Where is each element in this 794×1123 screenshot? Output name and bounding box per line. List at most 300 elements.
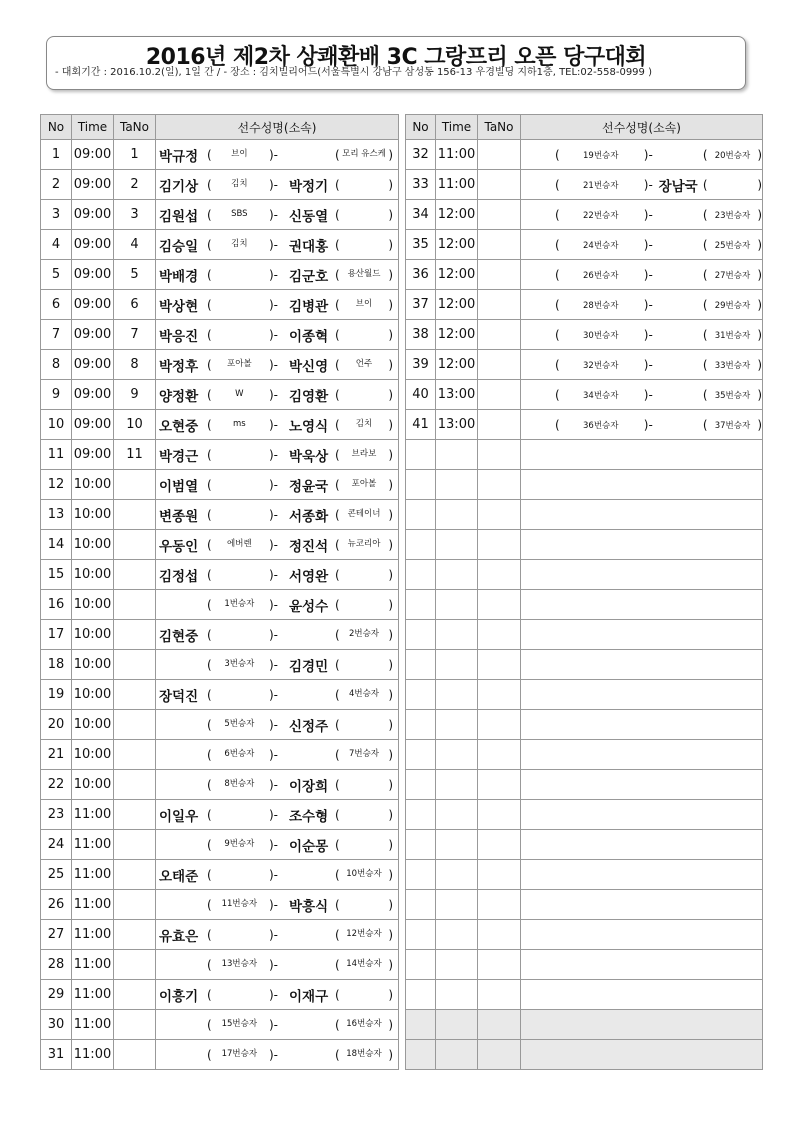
- affiliation: 19번승자: [583, 150, 619, 161]
- player-2-affiliation: [703, 178, 762, 192]
- player-2-name: 이장희: [289, 778, 329, 795]
- versus-separator: )-: [643, 327, 653, 342]
- table-no: [114, 830, 156, 860]
- player-1-affiliation: [207, 388, 267, 402]
- table-row: [41, 800, 399, 830]
- match-line: [156, 980, 398, 1009]
- versus-separator: )-: [269, 447, 279, 462]
- match-time: 13:00: [436, 410, 478, 440]
- empty-cell: [521, 590, 763, 620]
- table-no: [114, 590, 156, 620]
- player-1-name: 이흥기: [159, 988, 199, 1005]
- versus-separator: )-: [269, 507, 279, 522]
- empty-cell: [521, 950, 763, 980]
- open-paren: (: [555, 177, 560, 192]
- affiliation: 뉴코리아: [347, 539, 381, 549]
- table-row: [406, 350, 763, 380]
- table-row: [41, 1040, 399, 1070]
- empty-cell: [436, 710, 478, 740]
- col-header-players: 선수성명(소속): [156, 115, 399, 140]
- open-paren: (: [335, 627, 340, 642]
- affiliation: 37번승자: [714, 420, 751, 431]
- empty-cell: [521, 440, 763, 470]
- empty-cell: [436, 890, 478, 920]
- empty-cell: [521, 770, 763, 800]
- match-line: [156, 680, 398, 709]
- player-2-name: 신정주: [289, 718, 329, 735]
- match-no: 11: [41, 440, 72, 470]
- empty-cell: [521, 1040, 763, 1070]
- player-2-name: 장남국: [658, 178, 698, 195]
- player-2-affiliation: [335, 388, 393, 402]
- match-players: [521, 290, 763, 320]
- match-line: [521, 260, 762, 289]
- empty-cell: [406, 500, 436, 530]
- match-line: [156, 800, 398, 829]
- table-no: [478, 230, 521, 260]
- affiliation: 13번승자: [221, 959, 258, 969]
- table-row: [41, 770, 399, 800]
- match-players: [156, 980, 399, 1010]
- match-no: 32: [406, 140, 436, 170]
- table-no: [114, 800, 156, 830]
- empty-cell: [521, 530, 763, 560]
- affiliation: 22번승자: [583, 210, 619, 221]
- match-players: [156, 1040, 399, 1070]
- match-no: 36: [406, 260, 436, 290]
- affiliation: 9번승자: [224, 839, 255, 849]
- close-paren: ): [388, 657, 393, 672]
- match-line: [156, 770, 398, 799]
- match-time: 10:00: [72, 530, 114, 560]
- empty-cell: [436, 920, 478, 950]
- table-no: [114, 710, 156, 740]
- match-time: 13:00: [436, 380, 478, 410]
- col-header-tano: TaNo: [114, 115, 156, 140]
- player-1-name: 김원섭: [159, 208, 199, 225]
- open-paren: (: [207, 597, 212, 612]
- player-2-affiliation: [335, 598, 393, 612]
- close-paren: ): [388, 387, 393, 402]
- empty-cell: [478, 920, 521, 950]
- affiliation: 3번승자: [224, 659, 255, 669]
- player-2-affiliation: [703, 418, 762, 432]
- player-1-affiliation: [207, 148, 267, 162]
- close-paren: ): [757, 357, 762, 372]
- player-2-affiliation: [703, 238, 762, 252]
- affiliation: 김치: [355, 419, 373, 429]
- match-players: [156, 470, 399, 500]
- empty-cell: [478, 1040, 521, 1070]
- table-row: [406, 140, 763, 170]
- open-paren: (: [207, 837, 212, 852]
- empty-cell: [406, 530, 436, 560]
- table-row: [41, 710, 399, 740]
- match-line: [156, 260, 398, 289]
- match-no: 12: [41, 470, 72, 500]
- versus-separator: )-: [269, 357, 279, 372]
- player-1-name: 오태준: [159, 868, 199, 885]
- affiliation: 4번승자: [348, 689, 380, 699]
- close-paren: ): [388, 177, 393, 192]
- match-players: [156, 590, 399, 620]
- open-paren: (: [335, 147, 340, 162]
- player-1-affiliation: [207, 448, 267, 462]
- close-paren: ): [388, 507, 393, 522]
- table-row: [406, 230, 763, 260]
- empty-row: [406, 950, 763, 980]
- affiliation: 17번승자: [221, 1049, 258, 1059]
- player-1-affiliation: [207, 868, 267, 882]
- versus-separator: )-: [643, 147, 653, 162]
- empty-cell: [521, 980, 763, 1010]
- player-2-name: 박신영: [289, 358, 329, 375]
- player-2-affiliation: [703, 208, 762, 222]
- affiliation: 2번승자: [348, 629, 380, 639]
- table-no: [114, 950, 156, 980]
- player-1-affiliation: [555, 208, 642, 222]
- open-paren: (: [207, 867, 212, 882]
- match-no: 38: [406, 320, 436, 350]
- close-paren: ): [757, 297, 762, 312]
- table-no: [114, 650, 156, 680]
- match-time: 12:00: [436, 260, 478, 290]
- match-line: [521, 200, 762, 229]
- match-time: 11:00: [72, 920, 114, 950]
- player-1-name: 박상현: [159, 298, 199, 315]
- affiliation: 32번승자: [583, 360, 619, 371]
- table-no: 10: [114, 410, 156, 440]
- affiliation: 30번승자: [583, 330, 619, 341]
- match-line: [521, 320, 762, 349]
- empty-cell: [436, 740, 478, 770]
- empty-cell: [478, 770, 521, 800]
- open-paren: (: [335, 687, 340, 702]
- empty-cell: [406, 830, 436, 860]
- affiliation: 36번승자: [583, 420, 619, 431]
- table-no: 5: [114, 260, 156, 290]
- match-time: 11:00: [72, 1010, 114, 1040]
- affiliation: W: [235, 389, 244, 399]
- empty-cell: [521, 500, 763, 530]
- player-2-name: 박흥식: [289, 898, 329, 915]
- versus-separator: )-: [269, 867, 279, 882]
- match-players: [156, 890, 399, 920]
- versus-separator: )-: [269, 207, 279, 222]
- affiliation: 35번승자: [714, 390, 751, 401]
- open-paren: (: [335, 1017, 340, 1032]
- close-paren: ): [757, 177, 762, 192]
- player-2-affiliation: [335, 898, 393, 912]
- table-no: 7: [114, 320, 156, 350]
- affiliation: 14번승자: [346, 959, 382, 969]
- match-line: [156, 1040, 398, 1069]
- match-time: 11:00: [436, 170, 478, 200]
- empty-cell: [406, 620, 436, 650]
- table-no: 9: [114, 380, 156, 410]
- affiliation: 15번승자: [221, 1019, 258, 1029]
- close-paren: ): [388, 597, 393, 612]
- empty-row: [406, 830, 763, 860]
- open-paren: (: [207, 207, 212, 222]
- match-line: [156, 830, 398, 859]
- open-paren: (: [702, 177, 708, 192]
- match-players: [156, 650, 399, 680]
- affiliation: 18번승자: [346, 1049, 382, 1059]
- match-no: 35: [406, 230, 436, 260]
- match-players: [521, 230, 763, 260]
- affiliation: 23번승자: [714, 210, 751, 221]
- open-paren: (: [555, 357, 560, 372]
- open-paren: (: [207, 657, 212, 672]
- affiliation: 12번승자: [346, 929, 382, 939]
- match-no: 10: [41, 410, 72, 440]
- player-2-affiliation: [335, 448, 393, 462]
- versus-separator: )-: [643, 387, 653, 402]
- match-time: 10:00: [72, 500, 114, 530]
- versus-separator: )-: [643, 237, 653, 252]
- player-2-affiliation: [335, 568, 393, 582]
- match-no: 6: [41, 290, 72, 320]
- table-no: 1: [114, 140, 156, 170]
- player-1-name: 박정후: [159, 358, 199, 375]
- match-no: 39: [406, 350, 436, 380]
- versus-separator: )-: [269, 147, 279, 162]
- match-no: 27: [41, 920, 72, 950]
- table-row: [41, 380, 399, 410]
- open-paren: (: [207, 417, 212, 432]
- versus-separator: )-: [269, 1047, 279, 1062]
- player-1-affiliation: [555, 238, 642, 252]
- empty-cell: [521, 860, 763, 890]
- match-time: 10:00: [72, 590, 114, 620]
- close-paren: ): [388, 987, 393, 1002]
- page-title: 2016년 제2차 상쾌환배 3C 그랑프리 오픈 당구대회: [145, 45, 647, 70]
- open-paren: (: [555, 267, 560, 282]
- close-paren: ): [388, 357, 393, 372]
- table-no: [114, 770, 156, 800]
- versus-separator: )-: [269, 597, 279, 612]
- close-paren: ): [388, 837, 393, 852]
- open-paren: (: [207, 147, 212, 162]
- player-1-name: 유효은: [159, 928, 199, 945]
- match-players: [521, 380, 763, 410]
- affiliation: 20번승자: [714, 150, 751, 161]
- match-line: [156, 290, 398, 319]
- match-time: 12:00: [436, 290, 478, 320]
- open-paren: (: [207, 507, 212, 522]
- affiliation: 27번승자: [714, 270, 751, 281]
- open-paren: (: [207, 567, 212, 582]
- empty-cell: [436, 470, 478, 500]
- affiliation: 5번승자: [224, 719, 255, 729]
- player-1-name: 변종원: [159, 508, 199, 525]
- table-row: [41, 170, 399, 200]
- table-no: [114, 1040, 156, 1070]
- open-paren: (: [207, 897, 212, 912]
- empty-row: [406, 1040, 763, 1070]
- player-2-affiliation: [335, 928, 393, 942]
- match-time: 12:00: [436, 350, 478, 380]
- open-paren: (: [335, 417, 340, 432]
- match-time: 09:00: [72, 260, 114, 290]
- close-paren: ): [757, 387, 762, 402]
- match-time: 10:00: [72, 560, 114, 590]
- match-no: 5: [41, 260, 72, 290]
- match-players: [156, 500, 399, 530]
- table-row: [41, 530, 399, 560]
- open-paren: (: [555, 237, 560, 252]
- empty-cell: [521, 920, 763, 950]
- match-time: 09:00: [72, 200, 114, 230]
- open-paren: (: [335, 207, 340, 222]
- table-no: [114, 920, 156, 950]
- open-paren: (: [335, 957, 340, 972]
- empty-cell: [406, 950, 436, 980]
- empty-cell: [406, 770, 436, 800]
- empty-cell: [436, 680, 478, 710]
- match-time: 10:00: [72, 680, 114, 710]
- close-paren: ): [388, 417, 393, 432]
- open-paren: (: [702, 207, 708, 222]
- table-no: [114, 680, 156, 710]
- affiliation: 24번승자: [583, 240, 619, 251]
- versus-separator: )-: [269, 657, 279, 672]
- match-no: 20: [41, 710, 72, 740]
- close-paren: ): [388, 447, 393, 462]
- open-paren: (: [335, 237, 340, 252]
- match-time: 10:00: [72, 650, 114, 680]
- table-row: [41, 680, 399, 710]
- open-paren: (: [207, 957, 212, 972]
- versus-separator: )-: [269, 687, 279, 702]
- match-no: 1: [41, 140, 72, 170]
- player-2-affiliation: [335, 148, 393, 162]
- match-no: 7: [41, 320, 72, 350]
- empty-cell: [478, 470, 521, 500]
- open-paren: (: [335, 807, 340, 822]
- event-info: - 대회기간 : 2016.10.2(일), 1일 간 / - 장소 : 김치빌리어드(서울특별시 강남구 삼성동 156-13 우경빌딩 지하1층, TEL:02-558-0999 ): [55, 67, 652, 78]
- match-line: [156, 170, 398, 199]
- match-players: [156, 710, 399, 740]
- player-1-affiliation: [555, 388, 642, 402]
- match-time: 12:00: [436, 230, 478, 260]
- table-row: [41, 410, 399, 440]
- close-paren: ): [388, 147, 393, 162]
- table-no: [114, 890, 156, 920]
- affiliation: SBS: [231, 209, 248, 219]
- versus-separator: )-: [269, 987, 279, 1002]
- empty-cell: [521, 650, 763, 680]
- versus-separator: )-: [643, 297, 653, 312]
- match-line: [521, 410, 762, 439]
- player-2-affiliation: [335, 988, 393, 1002]
- empty-cell: [406, 920, 436, 950]
- affiliation: 21번승자: [583, 180, 619, 191]
- schedule-table-left: [40, 114, 399, 1070]
- table-no: 4: [114, 230, 156, 260]
- player-1-affiliation: [207, 988, 267, 1002]
- player-2-affiliation: [335, 688, 393, 702]
- match-no: 4: [41, 230, 72, 260]
- close-paren: ): [757, 267, 762, 282]
- empty-cell: [478, 530, 521, 560]
- match-line: [156, 410, 398, 439]
- open-paren: (: [555, 147, 560, 162]
- close-paren: ): [388, 327, 393, 342]
- match-time: 09:00: [72, 350, 114, 380]
- open-paren: (: [207, 1047, 212, 1062]
- table-row: [406, 170, 763, 200]
- player-2-affiliation: [335, 328, 393, 342]
- col-header-tano: TaNo: [478, 115, 521, 140]
- player-1-affiliation: [207, 178, 267, 192]
- versus-separator: )-: [269, 177, 279, 192]
- empty-row: [406, 860, 763, 890]
- empty-cell: [436, 860, 478, 890]
- match-no: 19: [41, 680, 72, 710]
- player-2-affiliation: [335, 538, 393, 552]
- affiliation: 언주: [355, 359, 373, 369]
- player-1-affiliation: [207, 478, 267, 492]
- open-paren: (: [555, 417, 560, 432]
- player-1-affiliation: [555, 418, 642, 432]
- open-paren: (: [207, 357, 212, 372]
- player-1-name: 김현중: [159, 628, 199, 645]
- match-line: [156, 140, 398, 169]
- table-no: [478, 320, 521, 350]
- match-time: 09:00: [72, 290, 114, 320]
- affiliation: 용산월드: [347, 269, 381, 279]
- player-1-affiliation: [207, 358, 267, 372]
- player-2-affiliation: [335, 1018, 393, 1032]
- versus-separator: )-: [643, 267, 653, 282]
- match-line: [156, 530, 398, 559]
- player-1-affiliation: [207, 538, 267, 552]
- match-players: [156, 1010, 399, 1040]
- open-paren: (: [555, 207, 560, 222]
- affiliation: 김치: [231, 239, 248, 249]
- player-1-affiliation: [207, 658, 267, 672]
- table-header-row: [406, 115, 763, 140]
- player-2-name: 박욱상: [289, 448, 329, 465]
- open-paren: (: [207, 387, 212, 402]
- close-paren: ): [757, 237, 762, 252]
- empty-cell: [406, 470, 436, 500]
- affiliation: 31번승자: [714, 330, 751, 341]
- empty-cell: [521, 800, 763, 830]
- table-no: [478, 410, 521, 440]
- open-paren: (: [207, 717, 212, 732]
- player-2-affiliation: [335, 268, 393, 282]
- player-2-name: 서영완: [289, 568, 329, 585]
- open-paren: (: [702, 387, 708, 402]
- match-line: [156, 890, 398, 919]
- table-row: [406, 320, 763, 350]
- empty-row: [406, 530, 763, 560]
- open-paren: (: [335, 717, 340, 732]
- empty-cell: [478, 740, 521, 770]
- open-paren: (: [335, 867, 340, 882]
- match-no: 17: [41, 620, 72, 650]
- table-row: [41, 440, 399, 470]
- open-paren: (: [207, 477, 212, 492]
- empty-cell: [521, 740, 763, 770]
- match-players: [521, 320, 763, 350]
- table-row: [41, 740, 399, 770]
- player-2-affiliation: [335, 658, 393, 672]
- player-2-name: 이종혁: [289, 328, 329, 345]
